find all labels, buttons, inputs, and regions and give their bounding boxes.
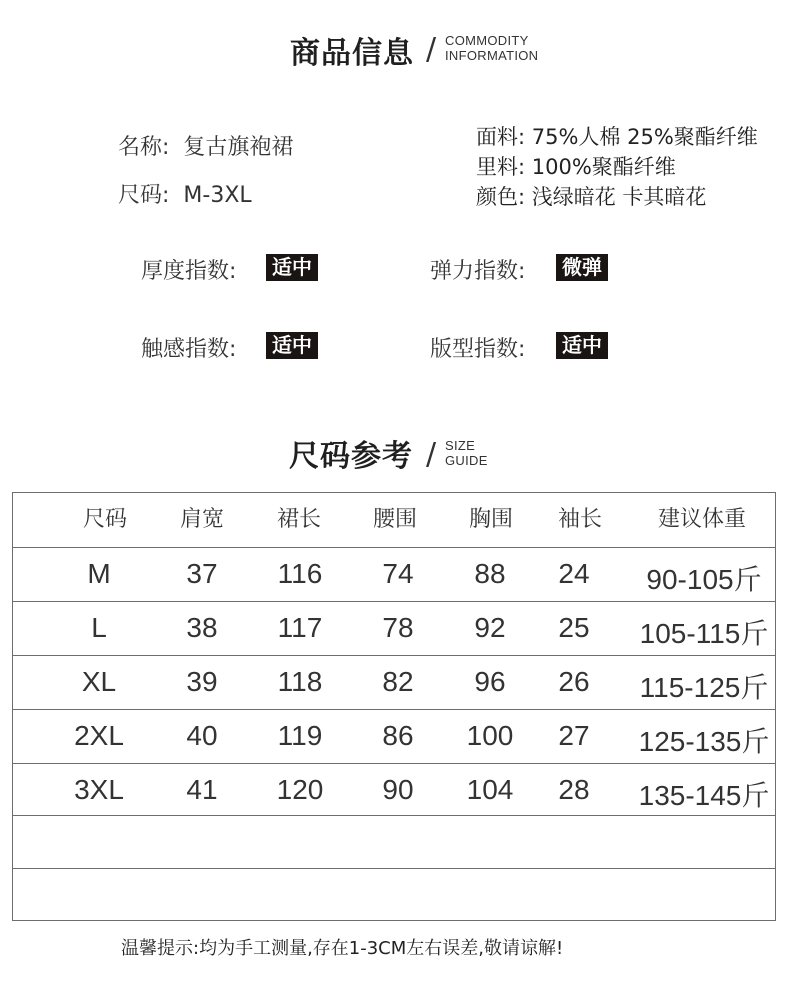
table-cell: 96 (474, 666, 506, 697)
name-row (118, 130, 293, 161)
table-cell: L (91, 612, 107, 643)
row-divider (13, 868, 775, 869)
table-cell: 2XL (74, 720, 124, 751)
thickness-label: 厚度指数: (141, 259, 237, 284)
table-cell: 135-145斤 (638, 780, 770, 811)
size-row (118, 178, 252, 209)
fit-label: 版型指数: (430, 337, 526, 362)
size-guide-en-line2: GUIDE (445, 453, 488, 468)
elasticity-label: 弹力指数: (430, 259, 526, 284)
name-value: 复古旗袍裙 (183, 135, 294, 160)
table-cell: 26 (558, 666, 590, 697)
size-value: M-3XL (183, 183, 252, 208)
table-cell: 37 (186, 558, 218, 589)
commodity-slash: / (426, 32, 437, 67)
commodity-en-line2: INFORMATION (445, 48, 539, 63)
size-guide-en-line1: SIZE (445, 438, 476, 453)
size-guide-en-title (445, 438, 488, 468)
table-cell: 74 (382, 558, 414, 589)
commodity-en-line1: COMMODITY (445, 33, 529, 48)
fabric-info: 面料: 75%人棉 25%聚酯纤维 (476, 125, 758, 149)
lining-info: 里料: 100%聚酯纤维 (476, 155, 676, 179)
table-cell: 38 (186, 612, 218, 643)
size-table (12, 492, 776, 921)
row-divider (13, 815, 775, 816)
table-cell: 40 (186, 720, 218, 751)
table-cell: XL (81, 666, 117, 697)
header-skirt-length: 裙长 (276, 507, 322, 532)
touch-badge: 适中 (266, 332, 318, 359)
thickness-badge: 适中 (266, 254, 318, 281)
fit-badge: 适中 (556, 332, 608, 359)
table-cell: 90-105斤 (646, 564, 762, 595)
elasticity-badge: 微弹 (556, 254, 608, 281)
header-chest: 胸围 (468, 507, 514, 532)
table-cell: 104 (466, 774, 514, 805)
table-cell: 120 (276, 774, 324, 805)
color-info: 颜色: 浅绿暗花 卡其暗花 (476, 185, 707, 209)
table-cell: 78 (382, 612, 414, 643)
size-guide-slash: / (426, 437, 437, 472)
row-divider (13, 763, 775, 764)
table-cell: 25 (558, 612, 590, 643)
table-cell: 28 (558, 774, 590, 805)
table-cell: 88 (474, 558, 506, 589)
table-cell: 24 (558, 558, 590, 589)
table-cell: 118 (277, 666, 323, 697)
header-size: 尺码 (82, 507, 128, 532)
table-cell: 117 (277, 612, 323, 643)
table-cell: 116 (277, 558, 323, 589)
table-cell: 82 (382, 666, 414, 697)
row-divider (13, 709, 775, 710)
commodity-en-title (445, 33, 538, 63)
size-label: 尺码: (118, 183, 170, 208)
commodity-title: 商品信息 (290, 36, 414, 71)
table-cell: 115-125斤 (639, 672, 769, 703)
touch-label: 触感指数: (141, 337, 237, 362)
row-divider (13, 655, 775, 656)
table-cell: 41 (186, 774, 218, 805)
header-weight: 建议体重 (657, 507, 747, 532)
name-label: 名称: (118, 135, 170, 160)
table-cell: 86 (382, 720, 414, 751)
header-shoulder: 肩宽 (179, 507, 225, 532)
size-guide-title: 尺码参考 (289, 439, 413, 474)
row-divider (13, 601, 775, 602)
table-cell: 27 (558, 720, 590, 751)
table-cell: 105-115斤 (639, 618, 769, 649)
row-divider (13, 547, 775, 548)
header-sleeve: 袖长 (557, 507, 603, 532)
table-cell: 119 (277, 720, 323, 751)
table-cell: M (87, 558, 111, 589)
table-cell: 100 (466, 720, 514, 751)
measurement-note: 温馨提示:均为手工测量,存在1-3CM左右误差,敬请谅解! (121, 938, 564, 959)
header-waist: 腰围 (372, 507, 418, 532)
table-cell: 3XL (74, 774, 124, 805)
table-cell: 39 (186, 666, 218, 697)
table-cell: 92 (474, 612, 506, 643)
table-cell: 125-135斤 (638, 726, 770, 757)
table-cell: 90 (382, 774, 414, 805)
